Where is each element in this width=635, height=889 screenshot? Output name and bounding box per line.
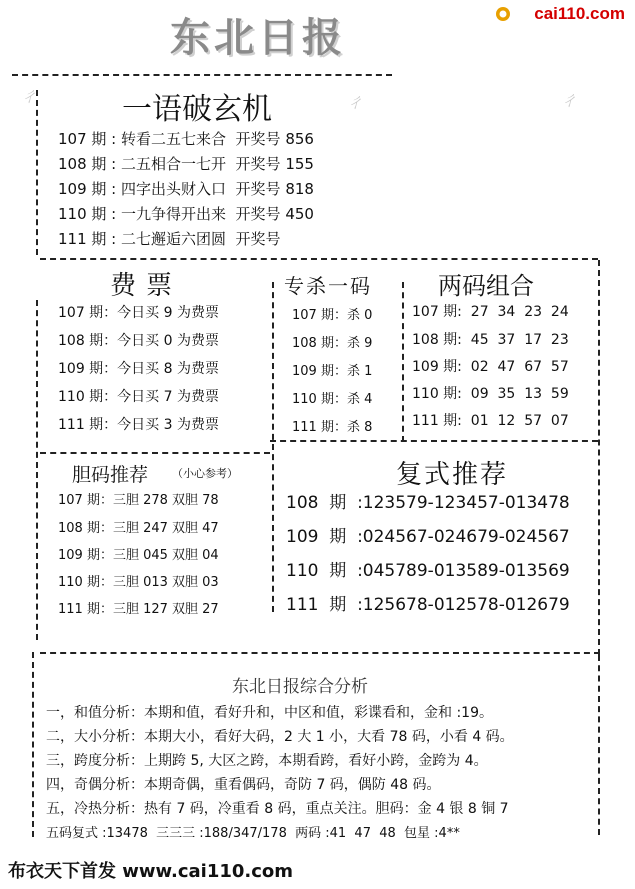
column-divider: [402, 282, 404, 442]
free-row: 108 期：今日买 0 为费票: [58, 333, 219, 349]
pair-row: 109 期: 02 47 67 57: [412, 359, 569, 375]
free-title: 费票: [110, 271, 183, 301]
column-divider: [272, 282, 274, 612]
dan-row: 108 期：三胆 247 双胆 47: [58, 521, 219, 536]
kill-row: 108 期：杀 9: [292, 336, 373, 351]
dan-note: （小心参考）: [172, 467, 238, 480]
fushi-row: 110 期 :045789-013589-013569: [286, 561, 570, 581]
dan-row: 111 期：三胆 127 双胆 27: [58, 602, 219, 617]
fushi-row: 109 期 :024567-024679-024567: [286, 527, 570, 547]
pair-row: 108 期: 45 37 17 23: [412, 332, 569, 348]
pair-row: 111 期: 01 12 57 07: [412, 413, 569, 429]
free-row: 110 期：今日买 7 为费票: [58, 389, 219, 405]
analysis-row: 四，奇偶分析：本期奇偶，重看偶码，奇防 7 码，偶防 48 码。: [46, 777, 441, 793]
riddle-result: 开奖号 450: [235, 205, 314, 223]
analysis-title: 东北日报综合分析: [232, 677, 368, 697]
frame-right-border: [598, 655, 600, 835]
riddle-result: 开奖号: [235, 230, 281, 248]
free-row: 111 期：今日买 3 为费票: [58, 417, 219, 433]
kill-row: 109 期：杀 1: [292, 364, 373, 379]
riddle-row: [58, 203, 314, 224]
section-divider: [40, 652, 600, 654]
frame-left-border: [32, 652, 34, 837]
riddle-row: [58, 128, 314, 149]
logo-icon: [495, 6, 511, 22]
riddle-title: 一语破玄机: [122, 92, 272, 127]
dan-title: 胆码推荐: [72, 464, 149, 486]
watermark-mark: ㄔ: [560, 90, 578, 111]
riddle-result: 开奖号 155: [235, 155, 314, 173]
fushi-title: 复式推荐: [396, 460, 509, 490]
pair-row: 107 期: 27 34 23 24: [412, 304, 569, 320]
riddle-row: [58, 228, 281, 249]
analysis-row: 二，大小分析：本期大小，看好大码，2 大 1 小，大看 78 码，小看 4 码。: [46, 729, 514, 745]
riddle-text: 111 期 : 二七邂逅六团圆: [58, 230, 226, 248]
kill-row: 107 期：杀 0: [292, 308, 373, 323]
riddle-text: 107 期 : 转看二五七来合: [58, 130, 226, 148]
site-url[interactable]: cai110.com: [534, 4, 625, 23]
frame-left-border: [36, 90, 38, 255]
section-divider: [270, 440, 598, 442]
riddle-text: 109 期 : 四字出头财入口: [58, 180, 226, 198]
watermark-mark: ㄔ: [346, 92, 364, 113]
dan-row: 109 期：三胆 045 双胆 04: [58, 548, 219, 563]
frame-left-border: [36, 300, 38, 640]
kill-row: 111 期：杀 8: [292, 420, 373, 435]
fushi-row: 108 期 :123579-123457-013478: [286, 493, 570, 513]
riddle-result: 开奖号 856: [235, 130, 314, 148]
fushi-row: 111 期 :125678-012578-012679: [286, 595, 570, 615]
free-row: 107 期：今日买 9 为费票: [58, 305, 219, 321]
analysis-row: 五码复式 :13478 三三三 :188/347/178 两码 :41 47 48 包星 :4**: [46, 826, 460, 841]
riddle-text: 108 期 : 二五相合一七开: [58, 155, 226, 173]
analysis-row: 一，和值分析：本期和值，看好升和，中区和值，彩谍看和，金和 :19。: [46, 705, 493, 721]
riddle-result: 开奖号 818: [235, 180, 314, 198]
analysis-row: 五，冷热分析：热有 7 码，冷重看 8 码，重点关注。胆码：金 4 银 8 铜 7: [46, 801, 509, 817]
footer-text: 布衣天下首发 www.cai110.com: [8, 861, 294, 882]
dan-row: 110 期：三胆 013 双胆 03: [58, 575, 219, 590]
masthead-title: 东北日报: [170, 14, 346, 61]
watermark-mark: ㄔ: [20, 86, 38, 107]
analysis-row: 三，跨度分析：上期跨 5, 大区之跨，本期看跨，看好小跨，金跨为 4。: [46, 753, 488, 769]
free-row: 109 期：今日买 8 为费票: [58, 361, 219, 377]
kill-title: 专杀一码: [284, 274, 372, 298]
section-divider: [40, 452, 270, 454]
pair-row: 110 期: 09 35 13 59: [412, 386, 569, 402]
pair-title: 两码组合: [438, 272, 534, 300]
frame-top-border: [12, 74, 392, 76]
riddle-row: [58, 178, 314, 199]
section-divider: [40, 258, 598, 260]
kill-row: 110 期：杀 4: [292, 392, 373, 407]
dan-row: 107 期：三胆 278 双胆 78: [58, 493, 219, 508]
frame-right-border: [598, 260, 600, 655]
riddle-text: 110 期 : 一九争得开出来: [58, 205, 226, 223]
riddle-row: [58, 153, 314, 174]
